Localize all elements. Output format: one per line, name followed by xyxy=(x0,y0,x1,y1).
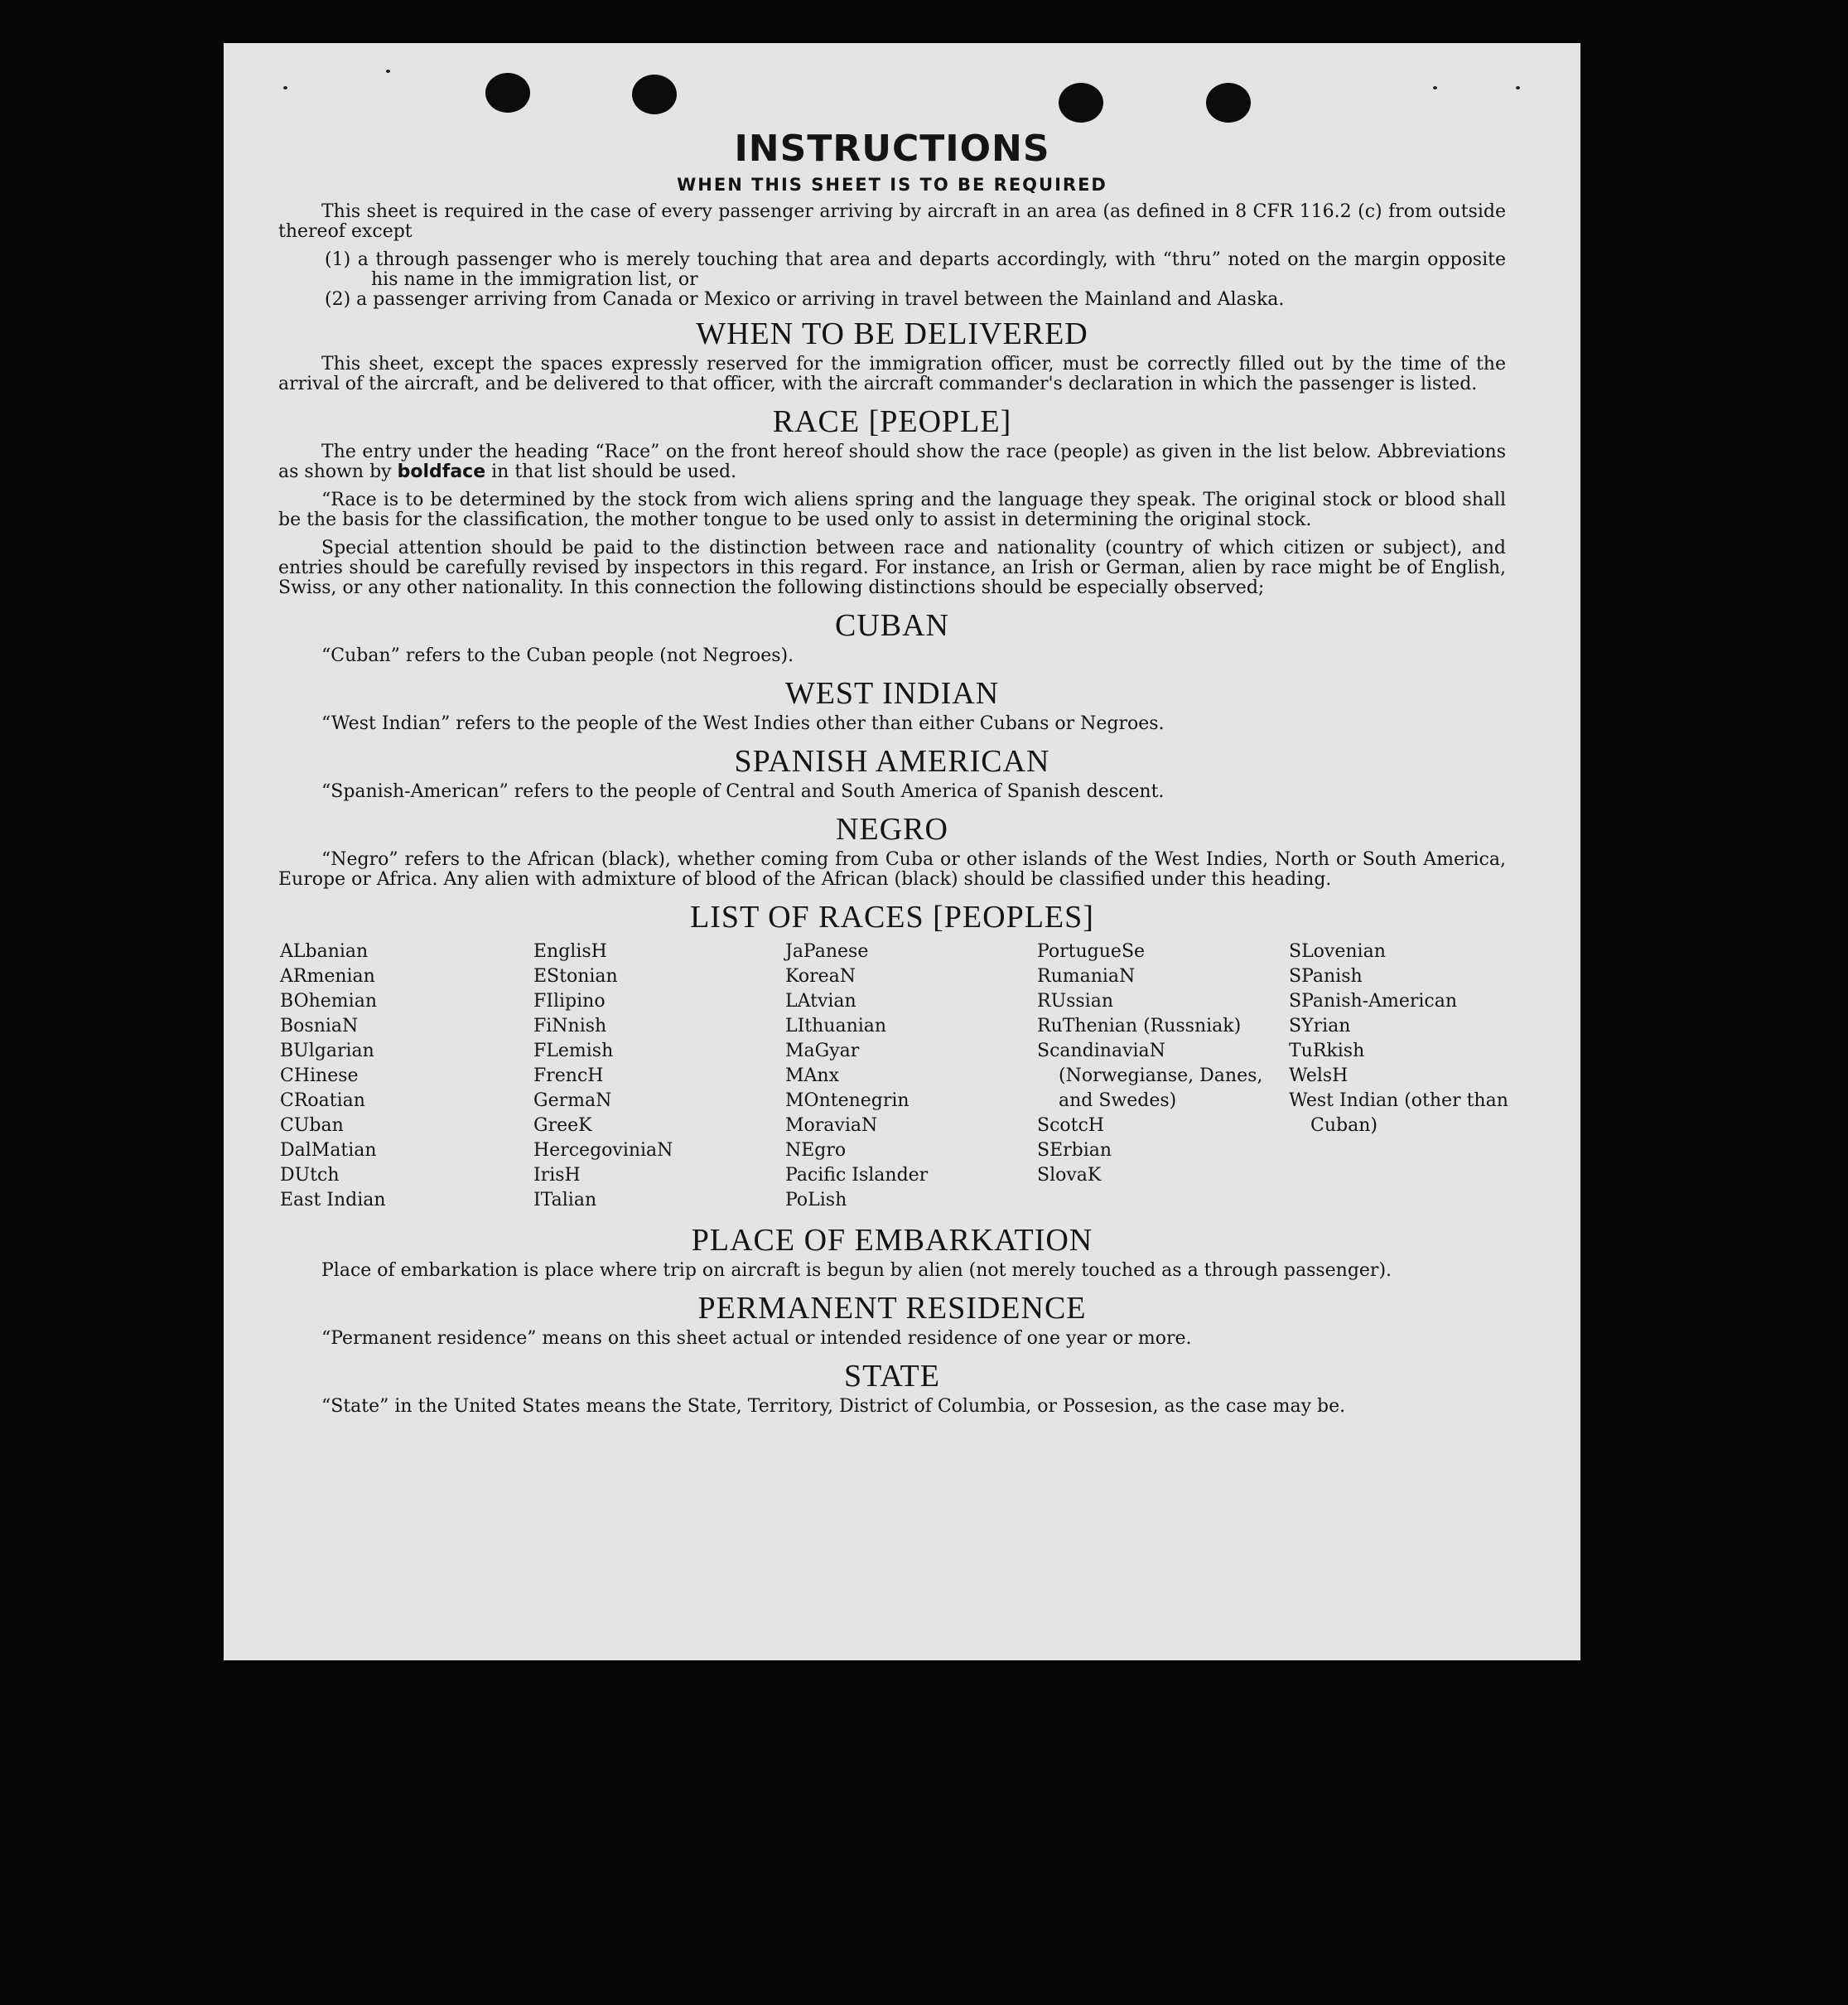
races-column-2 xyxy=(533,940,785,1213)
race-item: RUssian xyxy=(1037,991,1114,1012)
page-subtitle: WHEN THIS SHEET IS TO BE REQUIRED xyxy=(677,175,1107,195)
race-item: DUtch xyxy=(280,1165,340,1186)
speck xyxy=(1516,86,1520,89)
race-item: BOhemian xyxy=(280,991,377,1012)
race-item: SYrian xyxy=(1289,1016,1351,1036)
race-item: SlovaK xyxy=(1037,1165,1102,1186)
speck xyxy=(386,70,390,73)
race-item: LIthuanian xyxy=(785,1016,887,1036)
race-paragraph-3: Special attention should be paid to the distinction between race and nationality (country of which citizen or subject), and entries should be carefully revised by inspectors in this regard. For instance, an Irish or German, alien by race might be of English, Swiss, or any other nationality. In this connection the following distinctions should be especially observed; xyxy=(278,538,1506,598)
race-item: IrisH xyxy=(533,1165,581,1186)
heading-residence: PERMANENT RESIDENCE xyxy=(697,1291,1087,1326)
races-list xyxy=(280,940,1506,1213)
speck xyxy=(283,86,287,89)
exceptions-list xyxy=(278,250,1506,310)
race-item: SErbian xyxy=(1037,1140,1112,1161)
heading-state: STATE xyxy=(844,1359,940,1394)
punch-hole-3 xyxy=(1059,83,1103,123)
race-item: LAtvian xyxy=(785,991,856,1012)
exception-item: (1) a through passenger who is merely touching that area and departs accordingly, with “thru” noted on the margin opposite his name in the immigration list, or xyxy=(325,249,1506,290)
race-item: NEgro xyxy=(785,1140,847,1161)
instructions-content xyxy=(278,126,1506,1425)
race-item: EnglisH xyxy=(533,941,607,962)
race-item: MAnx xyxy=(785,1065,839,1086)
race-item: FrencH xyxy=(533,1065,604,1086)
race-item: JaPanese xyxy=(785,941,869,962)
race-item: ITalian xyxy=(533,1190,597,1210)
race-item: GreeK xyxy=(533,1115,592,1136)
race-item: ScandinaviaN (Norwegianse, Danes, and Swedes) xyxy=(1037,1041,1263,1111)
punch-hole-2 xyxy=(632,75,677,114)
race-item: East Indian xyxy=(280,1190,386,1210)
race-item: MoraviaN xyxy=(785,1115,878,1136)
race-item: BUlgarian xyxy=(280,1041,374,1061)
spanish-american-paragraph: “Spanish-American” refers to the people of Central and South America of Spanish descent. xyxy=(321,781,1165,802)
race-item: BosniaN xyxy=(280,1016,359,1036)
document-sheet xyxy=(224,43,1580,1660)
race-item: MOntenegrin xyxy=(785,1090,910,1111)
intro-paragraph: This sheet is required in the case of every passenger arriving by aircraft in an area (as defined in 8 CFR 116.2 (c) from outside thereof except xyxy=(278,201,1506,242)
race-item: FiNnish xyxy=(533,1016,607,1036)
negro-paragraph: “Negro” refers to the African (black), whether coming from Cuba or other islands of the West Indies, North or South America, Europe or Africa. Any alien with admixture of blood of the African (black) should be classified under this heading. xyxy=(278,849,1506,890)
heading-list-of-races: LIST OF RACES [PEOPLES] xyxy=(690,900,1094,935)
page-title: INSTRUCTIONS xyxy=(734,128,1050,170)
race-paragraph-2: “Race is to be determined by the stock from wich aliens spring and the language they speak. The original stock or blood shall be the basis for the classification, the mother tongue to be used only to assist in determining the original stock. xyxy=(278,490,1506,530)
race-item: RuThenian (Russniak) xyxy=(1037,1016,1242,1036)
delivered-paragraph: This sheet, except the spaces expressly reserved for the immigration officer, must be correctly filled out by the time of the arrival of the aircraft, and be delivered to that officer, with the aircraft commander's declaration in which the passenger is listed. xyxy=(278,354,1506,394)
race-paragraph-1 xyxy=(278,442,1506,482)
race-item: TuRkish xyxy=(1289,1041,1365,1061)
race-item: KoreaN xyxy=(785,966,856,987)
race-item: HercegoviniaN xyxy=(533,1140,673,1161)
heading-cuban: CUBAN xyxy=(834,608,950,643)
race-item: CHinese xyxy=(280,1065,359,1086)
exception-item: (2) a passenger arriving from Canada or Mexico or arriving in travel between the Mainland and Alaska. xyxy=(325,289,1285,310)
punch-hole-4 xyxy=(1206,83,1251,123)
heading-race: RACE [PEOPLE] xyxy=(772,404,1012,439)
race-item: MaGyar xyxy=(785,1041,860,1061)
heading-west-indian: WEST INDIAN xyxy=(784,676,1000,711)
race-item: ScotcH xyxy=(1037,1115,1104,1136)
race-item: ARmenian xyxy=(280,966,375,987)
boldface-word: boldface xyxy=(397,461,486,482)
speck xyxy=(1433,86,1437,89)
race-item: PortugueSe xyxy=(1037,941,1146,962)
race-item: ALbanian xyxy=(280,941,369,962)
races-column-4 xyxy=(1037,940,1289,1213)
residence-paragraph: “Permanent residence” means on this sheet actual or intended residence of one year or more. xyxy=(321,1328,1192,1349)
heading-embarkation: PLACE OF EMBARKATION xyxy=(691,1223,1093,1258)
race-item: West Indian (other than Cuban) xyxy=(1289,1090,1508,1136)
race-item: PoLish xyxy=(785,1190,847,1210)
west-indian-paragraph: “West Indian” refers to the people of the West Indies other than either Cubans or Negroes. xyxy=(321,713,1165,734)
race-item: EStonian xyxy=(533,966,618,987)
punch-hole-1 xyxy=(485,73,530,113)
race-item: SLovenian xyxy=(1289,941,1386,962)
race-p1-text: The entry under the heading “Race” on the front hereof should show the race (people) as given in the list below. Abbreviations as shown by xyxy=(278,442,1506,482)
state-paragraph: “State” in the United States means the State, Territory, District of Columbia, or Possesion, as the case may be. xyxy=(321,1396,1346,1417)
race-item: FLemish xyxy=(533,1041,614,1061)
race-item: WelsH xyxy=(1289,1065,1349,1086)
race-item: Pacific Islander xyxy=(785,1165,929,1186)
race-item: RumaniaN xyxy=(1037,966,1136,987)
race-item: GermaN xyxy=(533,1090,612,1111)
race-p1-text-end: in that list should be used. xyxy=(485,461,737,482)
race-item: CUban xyxy=(280,1115,344,1136)
race-item: FIlipino xyxy=(533,991,606,1012)
cuban-paragraph: “Cuban” refers to the Cuban people (not Negroes). xyxy=(321,645,794,666)
heading-spanish-american: SPANISH AMERICAN xyxy=(734,744,1050,779)
heading-negro: NEGRO xyxy=(836,812,948,847)
races-column-3 xyxy=(785,940,1037,1213)
race-item: DalMatian xyxy=(280,1140,377,1161)
races-column-5 xyxy=(1289,940,1537,1213)
heading-delivered: WHEN TO BE DELIVERED xyxy=(696,316,1088,351)
race-item: SPanish-American xyxy=(1289,991,1458,1012)
race-item: SPanish xyxy=(1289,966,1363,987)
embarkation-paragraph: Place of embarkation is place where trip on aircraft is begun by alien (not merely touched as a through passenger). xyxy=(321,1260,1392,1281)
races-column-1 xyxy=(280,940,533,1213)
race-item: CRoatian xyxy=(280,1090,365,1111)
